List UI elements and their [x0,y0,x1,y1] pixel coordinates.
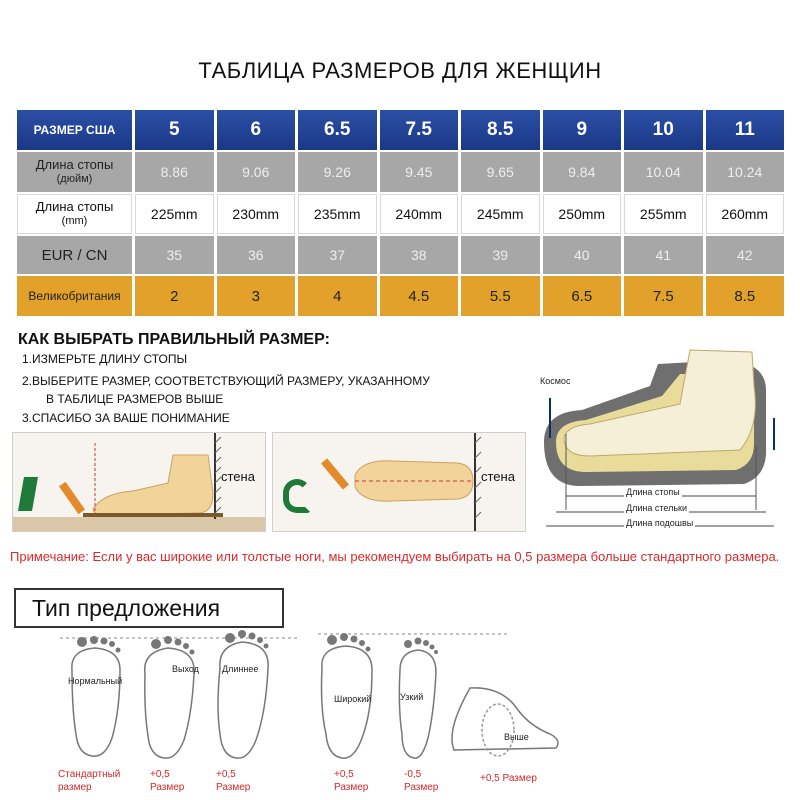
row-header-unit: (mm) [61,215,88,227]
cell-inch: 8.86 [135,152,214,192]
cell-us: 7.5 [380,110,459,150]
shoe-label-top: Космос [540,376,571,386]
cell-uk: 2 [135,276,214,316]
cell-inch: 10.04 [624,152,703,192]
cell-inch: 9.65 [461,152,540,192]
row-header-unit: (дюйм) [56,173,93,185]
cell-mm: 250mm [543,194,622,234]
table-row-us-size [17,110,784,150]
foot-type-wide: Широкий [334,694,372,704]
cell-mm: 255mm [624,194,703,234]
cell-mm: 225mm [135,194,214,234]
rec-high: +0,5 Размер [480,773,537,784]
cell-uk: 4 [298,276,377,316]
row-header-text: Длина стопы [35,199,114,214]
cell-us: 10 [624,110,703,150]
shoe-foot-length: Длина стопы [626,487,680,497]
table-row-uk [17,276,784,316]
foot-type-high: Выше [504,732,529,742]
cell-mm: 245mm [461,194,540,234]
row-header-text: Длина стопы [35,157,114,172]
measure-panel-1 [12,432,266,532]
wall-label-1: стена [221,469,255,484]
cell-eur: 39 [461,236,540,274]
cell-uk: 3 [217,276,296,316]
rec-narrow-line-1: -0,5 [404,769,422,780]
cell-inch: 9.84 [543,152,622,192]
cell-us: 6.5 [298,110,377,150]
cell-us: 5 [135,110,214,150]
cell-eur: 40 [543,236,622,274]
how-to-step-2-cont: В ТАБЛИЦЕ РАЗМЕРОВ ВЫШЕ [46,392,224,406]
cell-uk: 4.5 [380,276,459,316]
measure-panel-2 [272,432,526,532]
cell-eur: 35 [135,236,214,274]
row-header-foot-inch [17,152,132,192]
foot-type-normal: Нормальный [68,676,123,686]
shoe-insole-length: Длина стельки [626,503,687,513]
cell-inch: 10.24 [706,152,785,192]
table-row-foot-mm [17,194,784,234]
rec-wide-line-2: Размер [334,782,369,793]
rec-wide-line-1: +0,5 [334,769,354,780]
rec-out-line-1: +0,5 [150,769,170,780]
cell-us: 6 [217,110,296,150]
foot-types-illustration [50,630,570,770]
rec-longer [216,768,250,794]
cell-uk: 5.5 [461,276,540,316]
rec-standard-line-1: Стандартный [58,769,121,780]
shoe-diagram [530,346,792,536]
page-title: ТАБЛИЦА РАЗМЕРОВ ДЛЯ ЖЕНЩИН [198,58,602,83]
cell-mm: 235mm [298,194,377,234]
rec-narrow-line-2: Размер [404,782,439,793]
rec-standard-line-2: размер [58,782,92,793]
row-header-foot-mm [17,194,132,234]
rec-standard [58,768,120,794]
row-header-us-size: РАЗМЕР США [17,110,132,150]
foot-type-narrow: Узкий [400,692,424,702]
cell-eur: 37 [298,236,377,274]
table-row-eur-cn [17,236,784,274]
cell-inch: 9.45 [380,152,459,192]
cell-mm: 230mm [217,194,296,234]
cell-us: 9 [543,110,622,150]
cell-eur: 42 [706,236,785,274]
foot-type-longer: Длиннее [222,664,259,674]
type-title-box: Тип предложения [14,588,284,628]
size-chart-table [14,108,787,318]
cell-eur: 38 [380,236,459,274]
step-2-marker [283,479,311,513]
cell-inch: 9.26 [298,152,377,192]
shoe-outsole-length: Длина подошвы [626,518,694,528]
cell-uk: 6.5 [543,276,622,316]
wall-label-2: стена [481,469,515,484]
rec-longer-line-1: +0,5 [216,769,236,780]
row-header-eur-cn: EUR / CN [17,236,132,274]
foot-type-out: Выход [172,664,199,674]
cell-us: 8.5 [461,110,540,150]
cell-eur: 41 [624,236,703,274]
cell-mm: 240mm [380,194,459,234]
cell-uk: 8.5 [706,276,785,316]
cell-us: 11 [706,110,785,150]
cell-mm: 260mm [706,194,785,234]
cell-eur: 36 [217,236,296,274]
row-header-uk: Великобритания [17,276,132,316]
how-to-title: КАК ВЫБРАТЬ ПРАВИЛЬНЫЙ РАЗМЕР: [18,331,330,348]
rec-longer-line-2: Размер [216,782,251,793]
note-text: Примечание: Если у вас широкие или толстые ноги, мы рекомендуем выбирать на 0,5 размера больше стандартного размера. [10,549,780,564]
rec-out-line-2: Размер [150,782,185,793]
how-to-step-3: 3.СПАСИБО ЗА ВАШЕ ПОНИМАНИЕ [22,411,230,425]
cell-inch: 9.06 [217,152,296,192]
table-row-foot-inch [17,152,784,192]
rec-wide [334,768,368,794]
cell-uk: 7.5 [624,276,703,316]
how-to-step-2: 2.ВЫБЕРИТЕ РАЗМЕР, СООТВЕТСТВУЮЩИЙ РАЗМЕРУ, УКАЗАННОМУ [22,374,430,388]
how-to-step-1: 1.ИЗМЕРЬТЕ ДЛИНУ СТОПЫ [22,352,188,366]
rec-narrow [404,768,438,794]
rec-out [150,768,184,794]
